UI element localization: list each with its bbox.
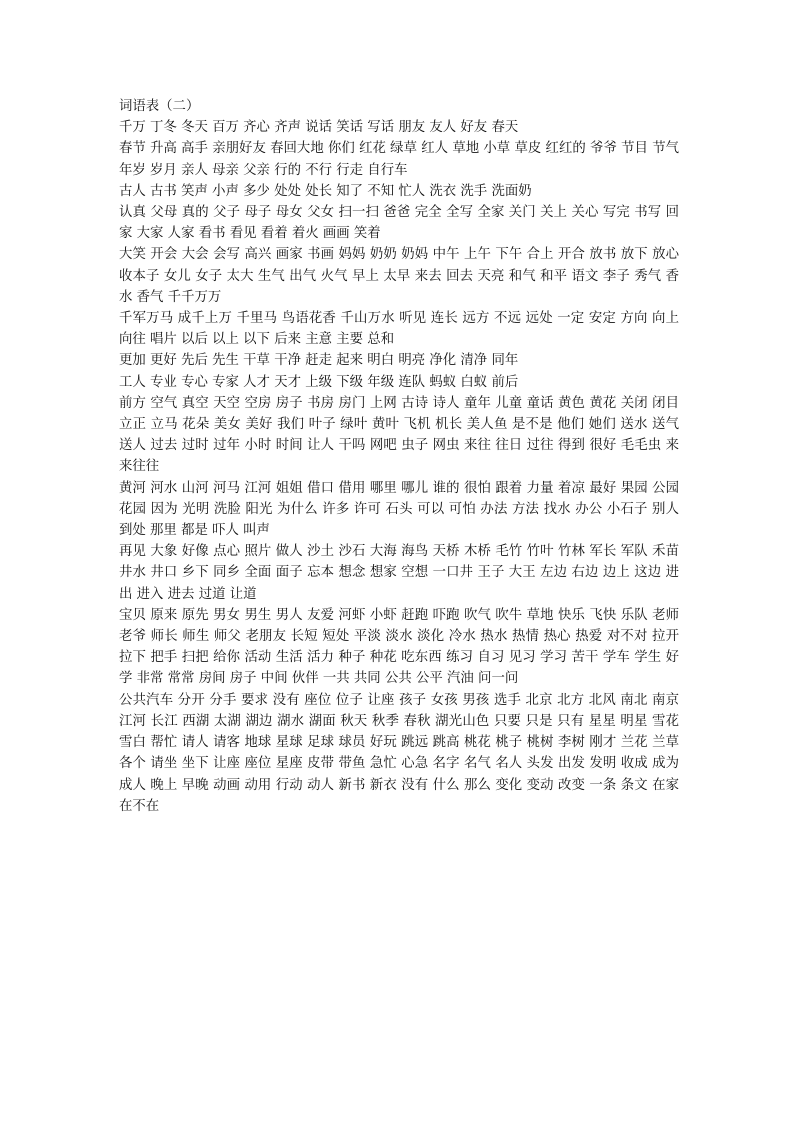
word-list-paragraph-6: 千军万马 成千上万 千里马 鸟语花香 千山万水 听见 连长 远方 不远 远处 一定 安定 方向 向上 向往 唱片 以后 以上 以下 后来 主意 主要 总和: [119, 311, 679, 348]
word-list-document: [119, 96, 679, 817]
word-list-paragraph-12: 宝贝 原来 原先 男女 男生 男人 友爱 河虾 小虾 赶跑 吓跑 吹气 吹牛 草地 快乐 飞快 乐队 老师 老爷 师长 师生 师父 老朋友 长短 短处 平淡 淡水 淡化 冷水 热水 热情 热心 热爱 对不对 拉开 拉下 把手 扫把 给你 活动 生活 活力 种子 种花 吃东西 练习 自习 见习 学习 苦干 学车 学生 好学 非常 常常 房间 房子 中间 伙伴 一共 共同 公共 公平 汽油 问一问: [119, 607, 679, 687]
word-list-paragraph-11: 再见 大象 好像 点心 照片 做人 沙土 沙石 大海 海鸟 天桥 木桥 毛竹 竹叶 竹林 军长 军队 禾苗 井水 井口 乡下 同乡 全面 面子 忘本 想念 想家 空想 一口井 王子 大王 左边 右边 边上 这边 进出 进入 进去 过道 让道: [119, 544, 679, 602]
word-list-paragraph-8: 工人 专业 专心 专家 人才 天才 上级 下级 年级 连队 蚂蚁 白蚁 前后: [119, 374, 519, 390]
document-title: 词语表（二）: [119, 99, 200, 114]
word-list-paragraph-3: 古人 古书 笑声 小声 多少 处处 处长 知了 不知 忙人 洗衣 洗手 洗面奶: [119, 183, 532, 199]
word-list-paragraph-13: 公共汽车 分开 分手 要求 没有 座位 位子 让座 孩子 女孩 男孩 选手 北京 北方 北风 南北 南京 江河 长江 西湖 太湖 湖边 湖水 湖面 秋天 秋季 春秋 湖光山色 只要 只是 只有 星星 明星 雪花 雪白 帮忙 请人 请客 地球 星球 足球 球员 好玩 跳远 跳高 桃花 桃子 桃树 李树 刚才 兰花 兰草 各个 请坐 坐下 让座 座位 星座 皮带 带鱼 急忙 心急 名字 名气 名人 头发 出发 发明 收成 成为 成人 晚上 早晚 动画 动用 行动 动人 新书 新衣 没有 什么 那么 变化 变动 改变 一条 条文 在家 在不在: [119, 692, 679, 814]
word-list-paragraph-2: 春节 升高 高手 亲朋好友 春回大地 你们 红花 绿草 红人 草地 小草 草皮 红红的 爷爷 节目 节气 年岁 岁月 亲人 母亲 父亲 行的 不行 行走 自行车: [119, 141, 679, 178]
word-list-paragraph-5: 大笑 开会 大会 会写 高兴 画家 书画 妈妈 奶奶 奶妈 中午 上午 下午 合上 开合 放书 放下 放心 收本子 女儿 女子 太大 生气 出气 火气 早上 太早 来去 回去 天亮 和气 和平 语文 李子 秀气 香水 香气 千千万万: [119, 247, 679, 305]
word-list-paragraph-10: 黄河 河水 山河 河马 江河 姐姐 借口 借用 哪里 哪儿 谁的 很怕 跟着 力量 着凉 最好 果园 公园 花园 因为 光明 洗脸 阳光 为什么 许多 许可 石头 可以 可怕 办法 方法 找水 办公 小石子 别人 到处 那里 都是 吓人 叫声: [119, 480, 679, 539]
word-list-paragraph-9: 前方 空气 真空 天空 空房 房子 书房 房门 上网 古诗 诗人 童年 儿童 童话 黄色 黄花 关闭 闭目 立正 立马 花朵 美女 美好 我们 叶子 绿叶 黄叶 飞机 机长 美人鱼 是不是 他们 她们 送水 送气 送人 过去 过时 过年 小时 时间 让人 干吗 网吧 虫子 网虫 来往 往日 过往 得到 很好 毛毛虫 来来往往: [119, 395, 679, 475]
word-list-paragraph-1: 千万 丁冬 冬天 百万 齐心 齐声 说话 笑话 写话 朋友 友人 好友 春天: [119, 120, 519, 136]
word-list-paragraph-4: 认真 父母 真的 父子 母子 母女 父女 扫一扫 爸爸 完全 全写 全家 关门 关上 关心 写完 书写 回家 大家 人家 看书 看见 看着 着火 画画 笑着: [119, 205, 679, 242]
word-list-paragraph-7: 更加 更好 先后 先生 干草 干净 赶走 起来 明白 明亮 净化 清净 同年: [119, 353, 519, 369]
